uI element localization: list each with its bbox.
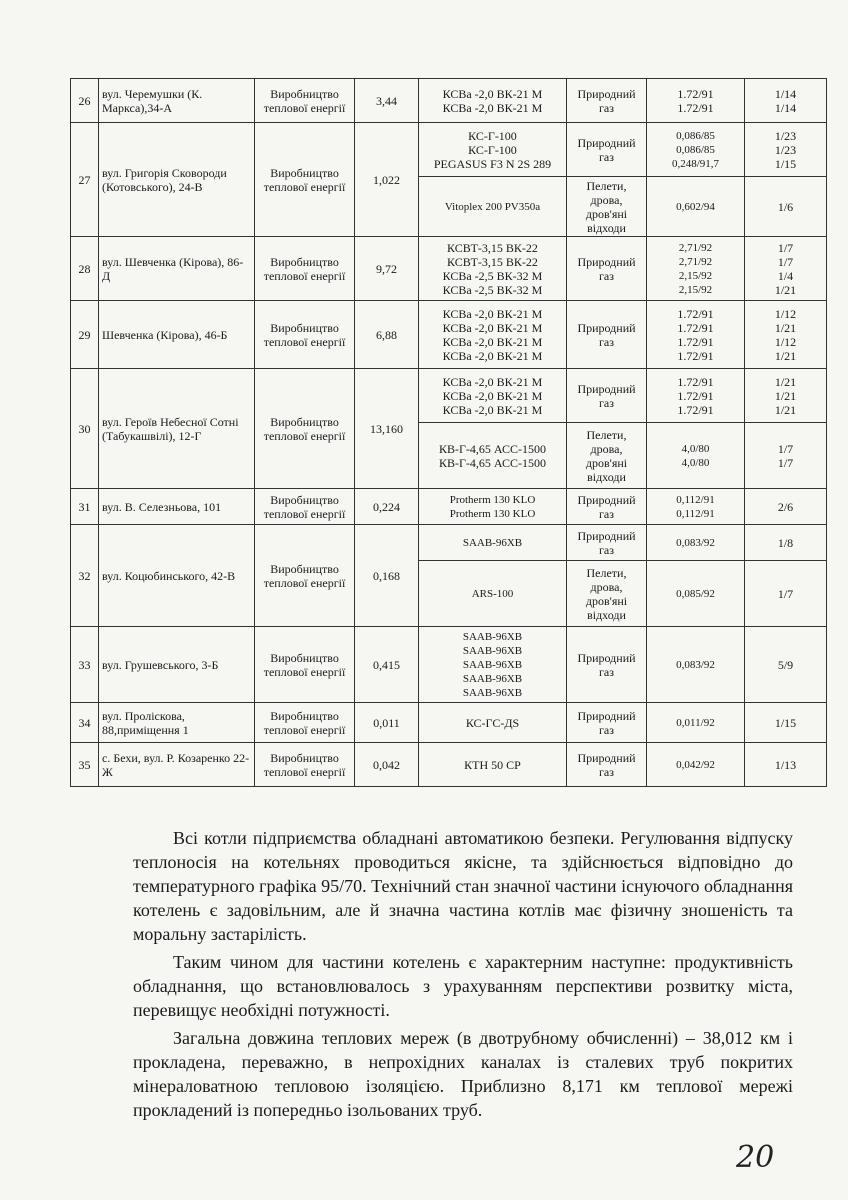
paragraph: Загальна довжина теплових мереж (в двотрубному обчисленні) – 38,012 км і прокладена, переважно, в непрохідних каналах із сталевих труб покритих мінераловатною тепловою ізоляцією. Приблизно 8,171 км теплової мережі прокладений із попередньо ізольованих труб. xyxy=(133,1028,793,1120)
fuel-cell: Природний газ xyxy=(567,369,647,423)
efficiency-value: 0,011/92 xyxy=(676,716,715,729)
activity-cell: Виробництво теплової енергії xyxy=(255,237,355,301)
table-row xyxy=(71,703,827,743)
count-value: 1/8 xyxy=(777,535,794,550)
power-cell: 9,72 xyxy=(355,237,419,301)
efficiency-value: 4,0/80 xyxy=(681,442,710,455)
boiler-models-cell xyxy=(419,177,567,237)
row-number: 33 xyxy=(71,627,99,703)
efficiency-value: 4,0/80 xyxy=(681,456,710,469)
boiler-model: КС-Г-100 xyxy=(468,128,517,143)
efficiency-cell xyxy=(647,369,745,423)
row-number: 30 xyxy=(71,369,99,489)
count-value: 1/13 xyxy=(774,757,797,772)
row-number: 31 xyxy=(71,489,99,525)
boiler-model: SAAB-96XB xyxy=(462,630,523,643)
row-number: 32 xyxy=(71,525,99,627)
boiler-models-cell xyxy=(419,237,567,301)
efficiency-cell xyxy=(647,627,745,703)
count-cell xyxy=(745,237,827,301)
boiler-models-cell xyxy=(419,743,567,787)
activity-cell: Виробництво теплової енергії xyxy=(255,525,355,627)
fuel-cell: Природний газ xyxy=(567,703,647,743)
count-value: 1/12 xyxy=(774,306,797,321)
boiler-model: КТН 50 СР xyxy=(464,757,521,772)
count-cell xyxy=(745,525,827,561)
count-value: 1/6 xyxy=(777,199,794,214)
efficiency-value: 0,602/94 xyxy=(676,200,715,213)
efficiency-value: 1.72/91 xyxy=(677,402,714,417)
efficiency-value: 0,086/85 xyxy=(676,129,715,142)
boiler-model: SAAB-96XB xyxy=(462,672,523,685)
fuel-cell: Природний газ xyxy=(567,123,647,177)
efficiency-value: 1.72/91 xyxy=(677,348,714,363)
efficiency-cell xyxy=(647,703,745,743)
count-cell xyxy=(745,561,827,627)
fuel-cell: Природний газ xyxy=(567,237,647,301)
body-text xyxy=(133,826,793,1126)
activity-cell: Виробництво теплової енергії xyxy=(255,123,355,237)
boiler-model: SAAB-96XB xyxy=(462,686,523,699)
efficiency-cell xyxy=(647,79,745,123)
address-cell: вул. Коцюбинського, 42-В xyxy=(99,525,255,627)
power-cell: 6,88 xyxy=(355,301,419,369)
efficiency-cell xyxy=(647,301,745,369)
boiler-model: КСВа -2,0 ВК-21 М xyxy=(442,334,543,349)
boiler-model: КСВа -2,0 ВК-21 М xyxy=(442,100,543,115)
count-value: 1/21 xyxy=(774,388,797,403)
row-number: 34 xyxy=(71,703,99,743)
boiler-models-cell xyxy=(419,489,567,525)
efficiency-value: 0,248/91,7 xyxy=(671,157,720,170)
efficiency-cell xyxy=(647,237,745,301)
efficiency-cell xyxy=(647,177,745,237)
activity-cell: Виробництво теплової енергії xyxy=(255,627,355,703)
efficiency-value: 0,083/92 xyxy=(676,536,715,549)
power-cell: 13,160 xyxy=(355,369,419,489)
boiler-model: SAAB-96XB xyxy=(462,658,523,671)
efficiency-cell xyxy=(647,423,745,489)
count-cell xyxy=(745,423,827,489)
address-cell: вул. Грушевського, 3-Б xyxy=(99,627,255,703)
boiler-models-cell xyxy=(419,123,567,177)
power-cell: 1,022 xyxy=(355,123,419,237)
boiler-models-cell xyxy=(419,703,567,743)
count-value: 1/14 xyxy=(774,100,797,115)
efficiency-value: 1.72/91 xyxy=(677,100,714,115)
boiler-models-cell xyxy=(419,627,567,703)
count-cell xyxy=(745,743,827,787)
count-value: 1/23 xyxy=(774,128,797,143)
boiler-model: КС-ГС-ДS xyxy=(465,715,520,730)
boiler-table xyxy=(70,78,827,787)
address-cell: Шевченка (Кірова), 46-Б xyxy=(99,301,255,369)
table-row xyxy=(71,123,827,177)
boiler-model: КСВа -2,0 ВК-21 М xyxy=(442,388,543,403)
count-value: 1/7 xyxy=(777,240,794,255)
efficiency-value: 2,15/92 xyxy=(678,283,713,296)
efficiency-value: 1.72/91 xyxy=(677,320,714,335)
row-number: 27 xyxy=(71,123,99,237)
boiler-model: КСВа -2,0 ВК-21 М xyxy=(442,348,543,363)
fuel-cell: Природний газ xyxy=(567,525,647,561)
address-cell: с. Бехи, вул. Р. Козаренко 22-Ж xyxy=(99,743,255,787)
fuel-cell: Природний газ xyxy=(567,627,647,703)
activity-cell: Виробництво теплової енергії xyxy=(255,79,355,123)
boiler-models-cell xyxy=(419,525,567,561)
count-value: 1/21 xyxy=(774,320,797,335)
power-cell: 0,415 xyxy=(355,627,419,703)
boiler-model: КСВа -2,0 ВК-21 М xyxy=(442,320,543,335)
fuel-cell: Пелети, дрова, дров'яні відходи xyxy=(567,561,647,627)
count-value: 1/14 xyxy=(774,86,797,101)
table-row xyxy=(71,369,827,423)
count-value: 1/7 xyxy=(777,441,794,456)
count-value: 1/7 xyxy=(777,586,794,601)
efficiency-cell xyxy=(647,489,745,525)
boiler-models-cell xyxy=(419,79,567,123)
count-value: 1/12 xyxy=(774,334,797,349)
boiler-model: КСВа -2,0 ВК-21 М xyxy=(442,402,543,417)
efficiency-value: 1.72/91 xyxy=(677,374,714,389)
boiler-model: SAAB-96XB xyxy=(462,536,523,549)
power-cell: 0,224 xyxy=(355,489,419,525)
count-value: 1/23 xyxy=(774,142,797,157)
efficiency-value: 0,112/91 xyxy=(676,493,715,506)
efficiency-value: 1.72/91 xyxy=(677,86,714,101)
activity-cell: Виробництво теплової енергії xyxy=(255,703,355,743)
efficiency-value: 0,085/92 xyxy=(676,587,715,600)
table-row xyxy=(71,237,827,301)
count-cell xyxy=(745,177,827,237)
boiler-model: КСВа -2,0 ВК-21 М xyxy=(442,86,543,101)
count-cell xyxy=(745,703,827,743)
activity-cell: Виробництво теплової енергії xyxy=(255,489,355,525)
fuel-cell: Природний газ xyxy=(567,489,647,525)
paragraph: Всі котли підприємства обладнані автоматикою безпеки. Регулювання відпуску теплоносія на котельнях проводиться якісне, та здійснюється відповідно до температурного графіка 95/70. Технічний стан значної частини існуючого обладнання котелень є задовільним, але й значна частина котлів має фізичну зношеність та моральну застарілість. xyxy=(133,828,793,944)
efficiency-value: 0,112/91 xyxy=(676,507,715,520)
boiler-model: КСВТ-3,15 ВК-22 xyxy=(447,254,538,269)
boiler-model: КВ-Г-4,65 АСС-1500 xyxy=(438,455,546,470)
boiler-model: ARS-100 xyxy=(471,587,514,600)
efficiency-value: 1.72/91 xyxy=(677,388,714,403)
fuel-cell: Пелети, дрова, дров'яні відходи xyxy=(567,177,647,237)
count-cell xyxy=(745,627,827,703)
fuel-cell: Пелети, дрова, дров'яні відходи xyxy=(567,423,647,489)
count-value: 1/15 xyxy=(774,156,797,171)
count-value: 1/7 xyxy=(777,254,794,269)
count-value: 1/21 xyxy=(774,348,797,363)
address-cell: вул. Героїв Небесної Сотні (Табукашвілі), 12-Г xyxy=(99,369,255,489)
count-value: 1/15 xyxy=(774,715,797,730)
count-value: 1/21 xyxy=(774,374,797,389)
efficiency-value: 0,083/92 xyxy=(676,658,715,671)
paragraph: Таким чином для частини котелень є характерним наступне: продуктивність обладнання, що встановлювалось з урахуванням перспективи розвитку міста, перевищує необхідні потужності. xyxy=(133,952,793,1020)
row-number: 26 xyxy=(71,79,99,123)
boiler-model: Protherm 130 KLO xyxy=(449,493,536,506)
efficiency-value: 2,15/92 xyxy=(678,269,713,282)
address-cell: вул. Черемушки (К. Маркса),34-А xyxy=(99,79,255,123)
page-number: 20 xyxy=(736,1140,775,1175)
row-number: 29 xyxy=(71,301,99,369)
fuel-cell: Природний газ xyxy=(567,79,647,123)
row-number: 28 xyxy=(71,237,99,301)
efficiency-value: 2,71/92 xyxy=(678,255,713,268)
count-value: 1/21 xyxy=(774,402,797,417)
count-value: 1/4 xyxy=(777,268,794,283)
efficiency-value: 0,086/85 xyxy=(676,143,715,156)
power-cell: 3,44 xyxy=(355,79,419,123)
table-row xyxy=(71,525,827,561)
count-cell xyxy=(745,301,827,369)
boiler-model: Protherm 130 KLO xyxy=(449,507,536,520)
count-value: 1/7 xyxy=(777,455,794,470)
table-row xyxy=(71,489,827,525)
count-cell xyxy=(745,79,827,123)
address-cell: вул. Пролiскова, 88,приміщення 1 xyxy=(99,703,255,743)
fuel-cell: Природний газ xyxy=(567,301,647,369)
address-cell: вул. Григорія Сковороди (Котовського), 24-В xyxy=(99,123,255,237)
fuel-cell: Природний газ xyxy=(567,743,647,787)
table-row xyxy=(71,627,827,703)
count-value: 1/21 xyxy=(774,282,797,297)
boiler-model: КСВТ-3,15 ВК-22 xyxy=(447,240,538,255)
efficiency-value: 1.72/91 xyxy=(677,334,714,349)
boiler-model: КС-Г-100 xyxy=(468,142,517,157)
count-value: 2/6 xyxy=(777,499,794,514)
address-cell: вул. В. Селезньова, 101 xyxy=(99,489,255,525)
table-row xyxy=(71,301,827,369)
power-cell: 0,168 xyxy=(355,525,419,627)
count-cell xyxy=(745,369,827,423)
boiler-model: КСВа -2,5 ВК-32 М xyxy=(442,268,543,283)
boiler-models-cell xyxy=(419,561,567,627)
boiler-model: КСВа -2,5 ВК-32 М xyxy=(442,282,543,297)
efficiency-cell xyxy=(647,123,745,177)
count-cell xyxy=(745,123,827,177)
activity-cell: Виробництво теплової енергії xyxy=(255,743,355,787)
address-cell: вул. Шевченка (Кірова), 86-Д xyxy=(99,237,255,301)
activity-cell: Виробництво теплової енергії xyxy=(255,369,355,489)
boiler-model: SAAB-96XB xyxy=(462,644,523,657)
boiler-model: КВ-Г-4,65 АСС-1500 xyxy=(438,441,546,456)
count-cell xyxy=(745,489,827,525)
table-row xyxy=(71,79,827,123)
boiler-model: КСВа -2,0 ВК-21 М xyxy=(442,306,543,321)
power-cell: 0,042 xyxy=(355,743,419,787)
boiler-models-cell xyxy=(419,423,567,489)
efficiency-value: 0,042/92 xyxy=(676,758,715,771)
activity-cell: Виробництво теплової енергії xyxy=(255,301,355,369)
efficiency-cell xyxy=(647,525,745,561)
table-row xyxy=(71,743,827,787)
efficiency-cell xyxy=(647,743,745,787)
efficiency-cell xyxy=(647,561,745,627)
efficiency-value: 1.72/91 xyxy=(677,306,714,321)
boiler-model: Vitoplex 200 PV350a xyxy=(444,200,541,213)
boiler-models-cell xyxy=(419,301,567,369)
efficiency-value: 2,71/92 xyxy=(678,241,713,254)
boiler-models-cell xyxy=(419,369,567,423)
boiler-model: PEGASUS F3 N 2S 289 xyxy=(433,156,552,171)
boiler-model: КСВа -2,0 ВК-21 М xyxy=(442,374,543,389)
count-value: 5/9 xyxy=(777,657,794,672)
row-number: 35 xyxy=(71,743,99,787)
power-cell: 0,011 xyxy=(355,703,419,743)
